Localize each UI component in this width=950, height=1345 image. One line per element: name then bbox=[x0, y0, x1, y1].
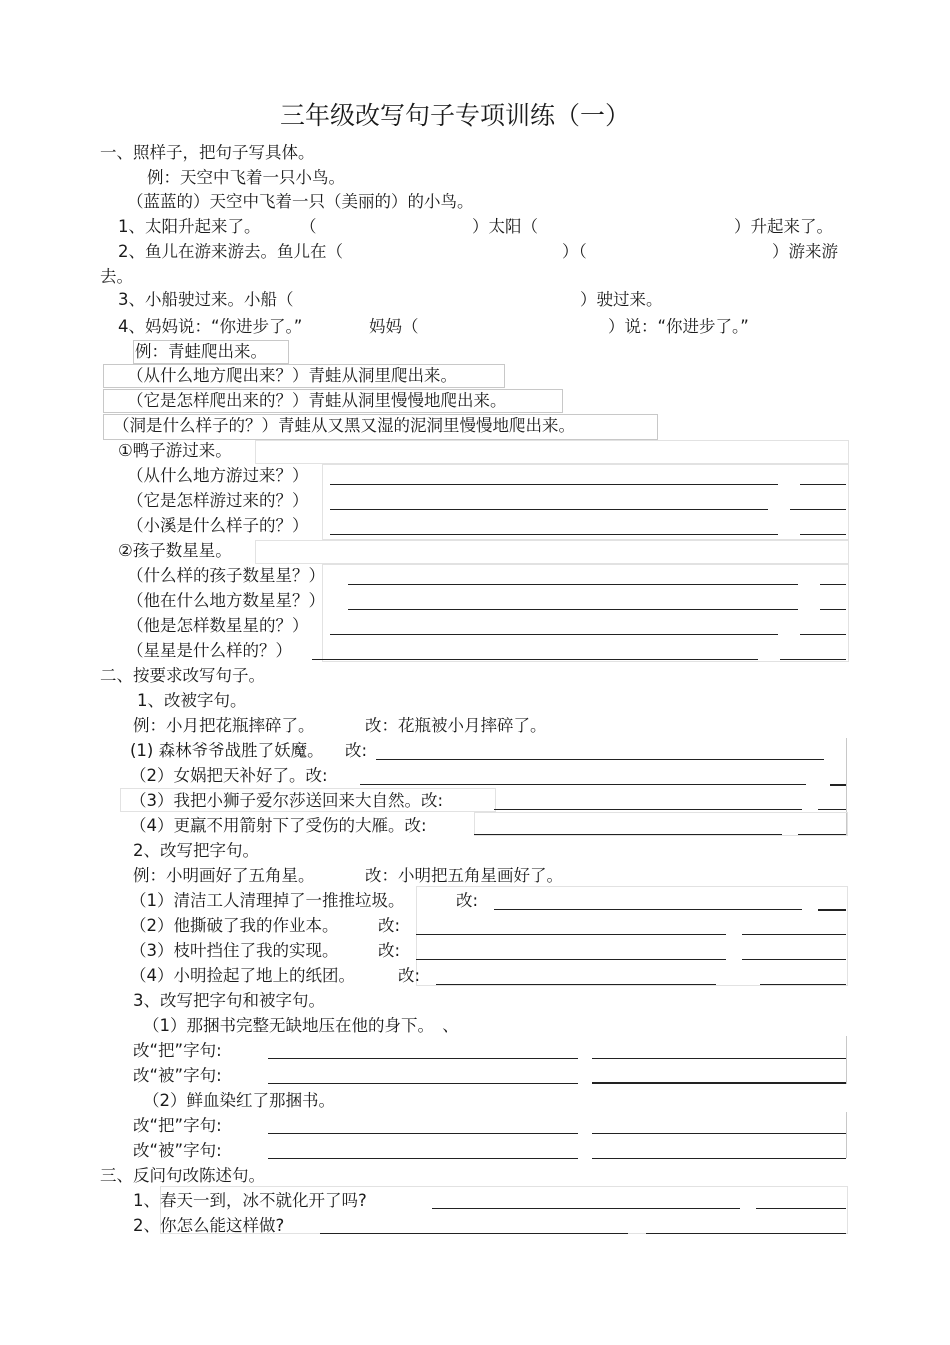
exercise-item: （3）我把小狮子爱尔莎送回来大自然。改: bbox=[130, 791, 444, 810]
answer-line[interactable] bbox=[330, 534, 778, 535]
answer-line[interactable] bbox=[268, 1158, 578, 1159]
answer-line[interactable] bbox=[268, 1133, 578, 1134]
answer-line[interactable] bbox=[780, 659, 846, 660]
section-2-heading: 二、按要求改写句子。 bbox=[100, 666, 265, 685]
answer-line[interactable] bbox=[348, 609, 798, 610]
prompt-text: （小溪是什么样子的？） bbox=[127, 516, 309, 535]
answer-line[interactable] bbox=[268, 1058, 578, 1059]
change-label: 改: bbox=[398, 966, 421, 985]
example-text: 例：青蛙爬出来。 bbox=[135, 342, 267, 361]
exercise-item: 1、春天一到，冰不就化开了吗? bbox=[133, 1191, 367, 1210]
frame-edge bbox=[846, 1112, 847, 1158]
exercise-item: （4）小明捡起了地上的纸团。 bbox=[130, 966, 355, 985]
exercise-item: （4）更羸不用箭射下了受伤的大雁。改: bbox=[130, 816, 427, 835]
answer-line[interactable] bbox=[800, 534, 846, 535]
change-ba-label: 改“把”字句: bbox=[133, 1116, 222, 1135]
exercise-item: （3）枝叶挡住了我的实现。 bbox=[130, 941, 339, 960]
bracket-text: ）升起来了。 bbox=[734, 217, 833, 236]
answer-line[interactable] bbox=[800, 634, 846, 635]
practice-2: ②孩子数星星。 bbox=[118, 541, 232, 560]
change-label: 改: bbox=[378, 941, 401, 960]
exercise-item: （2）鲜血染红了那捆书。 bbox=[143, 1091, 335, 1110]
answer-line[interactable] bbox=[268, 1083, 578, 1084]
bracket-text: 妈妈（ bbox=[369, 317, 419, 336]
exercise-item: （2）女娲把天补好了。改: bbox=[130, 766, 328, 785]
bracket-text: ）说：“你进步了。” bbox=[608, 317, 749, 336]
answer-line[interactable] bbox=[742, 959, 846, 960]
answer-line[interactable] bbox=[436, 984, 716, 985]
subsection-heading: 3、改写把字句和被字句。 bbox=[133, 991, 325, 1010]
change-label: 改: bbox=[378, 916, 401, 935]
answer-line[interactable] bbox=[376, 759, 824, 760]
answer-line[interactable] bbox=[330, 484, 778, 485]
exercise-item: （2）他撕破了我的作业本。 bbox=[130, 916, 339, 935]
answer-line[interactable] bbox=[592, 1158, 846, 1159]
change-bei-label: 改“被”字句: bbox=[133, 1066, 222, 1085]
answer-line[interactable] bbox=[760, 984, 846, 985]
example-text: （蓝蓝的）天空中飞着一只（美丽的）的小鸟。 bbox=[127, 192, 474, 211]
text-box-frame bbox=[322, 564, 849, 662]
answer-line[interactable] bbox=[432, 1208, 740, 1209]
answer-line[interactable] bbox=[474, 834, 782, 835]
example-text: 改：小明把五角星画好了。 bbox=[365, 866, 563, 885]
answer-line[interactable] bbox=[820, 609, 846, 610]
bracket-text: ）驶过来。 bbox=[580, 290, 663, 309]
answer-line[interactable] bbox=[790, 509, 846, 510]
question-1: 1、太阳升起来了。 bbox=[118, 217, 261, 236]
answer-line[interactable] bbox=[494, 809, 802, 810]
change-bei-label: 改“被”字句: bbox=[133, 1141, 222, 1160]
question-2-cont: 去。 bbox=[100, 267, 133, 286]
example-text: 改：花瓶被小月摔碎了。 bbox=[365, 716, 547, 735]
bracket-text: ）（ bbox=[562, 242, 587, 261]
answer-line[interactable] bbox=[818, 809, 846, 810]
section-3-heading: 三、反问句改陈述句。 bbox=[100, 1166, 265, 1185]
bracket-text: （ bbox=[300, 217, 317, 236]
exercise-item: （1）清洁工人清理掉了一推推垃圾。 bbox=[130, 891, 405, 910]
bracket-text: ）游来游 bbox=[772, 242, 838, 261]
answer-line[interactable] bbox=[592, 1082, 846, 1084]
answer-line[interactable] bbox=[818, 909, 846, 911]
text-box-frame bbox=[474, 812, 848, 836]
bracket-text: ）太阳（ bbox=[472, 217, 538, 236]
answer-line[interactable] bbox=[320, 1233, 628, 1234]
text-box-frame bbox=[255, 540, 849, 564]
answer-line[interactable] bbox=[330, 509, 768, 510]
example-text: 例：小明画好了五角星。 bbox=[133, 866, 315, 885]
change-ba-label: 改“把”字句: bbox=[133, 1041, 222, 1060]
subsection-heading: 2、改写把字句。 bbox=[133, 841, 259, 860]
prompt-text: （什么样的孩子数星星？） bbox=[127, 566, 325, 585]
text-box-frame bbox=[322, 464, 849, 540]
answer-line[interactable] bbox=[756, 1208, 846, 1209]
text-box-frame bbox=[416, 886, 848, 986]
example-text: 例：天空中飞着一只小鸟。 bbox=[147, 168, 345, 187]
page-title: 三年级改写句子专项训练（一） bbox=[279, 101, 630, 130]
subsection-heading: 1、改被字句。 bbox=[137, 691, 247, 710]
frame-edge bbox=[846, 1036, 847, 1084]
prompt-text: （星星是什么样的？） bbox=[127, 641, 292, 660]
example-text: （从什么地方爬出来？）青蛙从洞里爬出来。 bbox=[127, 366, 457, 385]
question-3: 3、小船驶过来。小船（ bbox=[118, 290, 294, 309]
answer-line[interactable] bbox=[348, 584, 798, 585]
question-2: 2、鱼儿在游来游去。鱼儿在（ bbox=[118, 242, 343, 261]
exercise-item: 2、你怎么能这样做? bbox=[133, 1216, 285, 1235]
answer-line[interactable] bbox=[800, 484, 846, 485]
change-label: 改: bbox=[345, 741, 368, 760]
answer-line[interactable] bbox=[416, 934, 726, 935]
answer-line[interactable] bbox=[416, 959, 726, 960]
exercise-item: (1) 森林爷爷战胜了妖魔。 bbox=[130, 741, 324, 760]
answer-line[interactable] bbox=[646, 1233, 846, 1234]
answer-line[interactable] bbox=[592, 1058, 846, 1059]
answer-line[interactable] bbox=[494, 909, 802, 910]
answer-line[interactable] bbox=[798, 834, 846, 835]
answer-line[interactable] bbox=[742, 934, 846, 935]
answer-line[interactable] bbox=[360, 784, 806, 785]
prompt-text: （他是怎样数星星的？） bbox=[127, 616, 309, 635]
example-text: 例：小月把花瓶摔碎了。 bbox=[133, 716, 315, 735]
prompt-text: （从什么地方游过来？） bbox=[127, 466, 309, 485]
answer-line[interactable] bbox=[592, 1133, 846, 1134]
answer-line[interactable] bbox=[312, 659, 758, 660]
exercise-item: （1）那捆书完整无缺地压在他的身下。 、 bbox=[143, 1016, 459, 1035]
practice-1: ①鸭子游过来。 bbox=[118, 441, 232, 460]
prompt-text: （他在什么地方数星星？） bbox=[127, 591, 325, 610]
question-4: 4、妈妈说：“你进步了。” bbox=[118, 317, 303, 336]
section-1-heading: 一、照样子，把句子写具体。 bbox=[100, 143, 315, 162]
text-box-frame bbox=[255, 440, 849, 464]
answer-line[interactable] bbox=[820, 584, 846, 585]
prompt-text: （它是怎样游过来的？） bbox=[127, 491, 309, 510]
answer-line[interactable] bbox=[330, 634, 778, 635]
example-text: （它是怎样爬出来的？）青蛙从洞里慢慢地爬出来。 bbox=[127, 391, 507, 410]
change-label: 改: bbox=[456, 891, 479, 910]
example-text: （洞是什么样子的？）青蛙从又黑又湿的泥洞里慢慢地爬出来。 bbox=[113, 416, 575, 435]
answer-line[interactable] bbox=[830, 784, 846, 786]
